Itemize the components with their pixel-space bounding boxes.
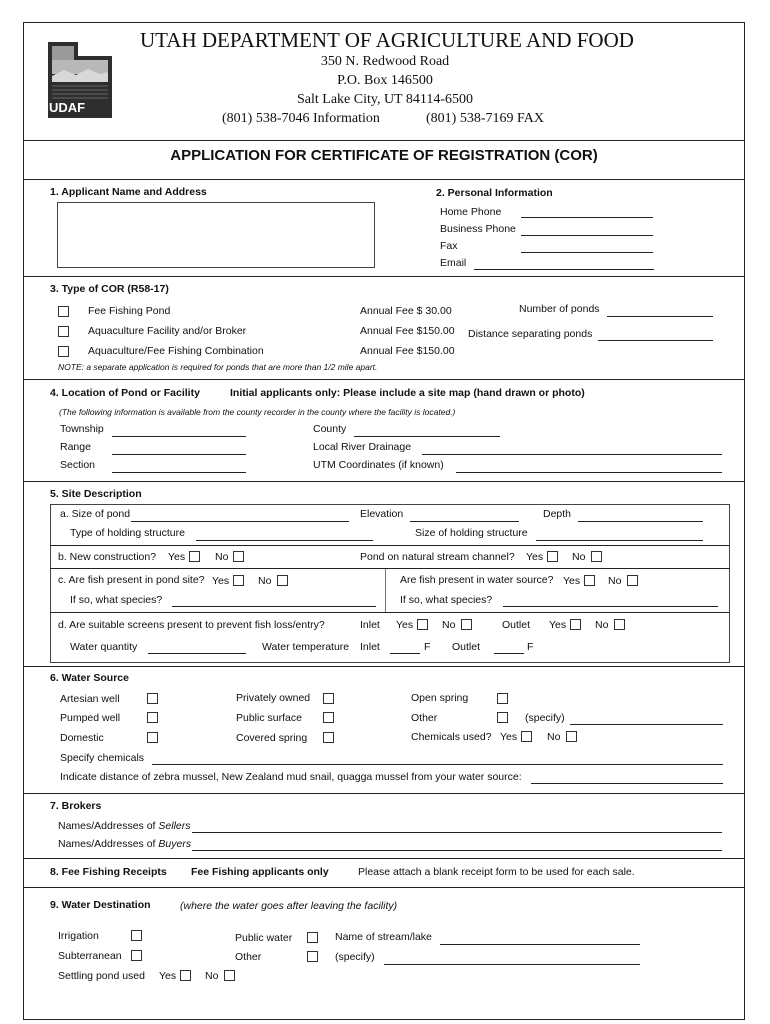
irrigation-checkbox[interactable]: [131, 930, 142, 941]
sellers-label: Names/Addresses of Sellers: [58, 820, 191, 832]
s7-title: 7. Brokers: [50, 800, 102, 812]
specify-chemicals-field[interactable]: [152, 764, 723, 765]
type-holding-label: Type of holding structure: [70, 527, 185, 539]
s4-title: 4. Location of Pond or Facility: [50, 387, 200, 399]
settling-yes-checkbox[interactable]: [180, 970, 191, 981]
species-2-label: If so, what species?: [400, 594, 493, 606]
fish-water-yes-label: Yes: [563, 575, 581, 587]
outlet-label: Outlet: [502, 619, 531, 631]
fish-water-no-checkbox[interactable]: [627, 575, 638, 586]
water-quantity-label: Water quantity: [70, 641, 138, 653]
fee1-label: Annual Fee $ 30.00: [360, 305, 452, 317]
stream-name-label: Name of stream/lake: [335, 931, 432, 943]
fee2-label: Annual Fee $150.00: [360, 325, 455, 337]
artesian-label: Artesian well: [60, 693, 120, 705]
buyers-field[interactable]: [192, 850, 722, 851]
public-water-label: Public water: [235, 932, 293, 944]
home-phone-field[interactable]: [521, 217, 653, 218]
outlet-no-label: No: [595, 619, 609, 631]
s4-title2: Initial applicants only: Please include a site map (hand drawn or photo): [230, 387, 585, 399]
s4-note: (The following information is available from the county recorder in the county where the facility is located.): [59, 407, 456, 417]
s3-note: NOTE: a separate application is required for ponds that are more than 1/2 mile apart.: [58, 362, 378, 372]
depth-label: Depth: [543, 508, 572, 520]
combination-label: Aquaculture/Fee Fishing Combination: [88, 345, 264, 357]
number-ponds-label: Number of ponds: [519, 303, 600, 315]
distance-ponds-label: Distance separating ponds: [468, 328, 593, 340]
inlet-temp-field[interactable]: [390, 653, 420, 654]
public-water-checkbox[interactable]: [307, 932, 318, 943]
specify-chemicals-label: Specify chemicals: [60, 752, 145, 764]
water-quantity-field[interactable]: [148, 653, 246, 654]
natural-channel-yes-checkbox[interactable]: [547, 551, 558, 562]
domestic-checkbox[interactable]: [147, 732, 158, 743]
outlet-yes-label: Yes: [549, 619, 567, 631]
settling-no-checkbox[interactable]: [224, 970, 235, 981]
sellers-field[interactable]: [192, 832, 722, 833]
address-line-3: Salt Lake City, UT 84114-6500: [296, 92, 474, 107]
outlet-temp-field[interactable]: [494, 653, 524, 654]
s9-subtitle: (where the water goes after leaving the facility): [180, 900, 398, 912]
range-field[interactable]: [112, 454, 246, 455]
fax-label: Fax: [440, 240, 458, 252]
utm-field[interactable]: [456, 472, 722, 473]
outlet-f-label: F: [527, 641, 534, 653]
settling-no-label: No: [205, 970, 219, 982]
county-field[interactable]: [354, 436, 500, 437]
combination-checkbox[interactable]: [58, 346, 69, 357]
new-construction-yes-label: Yes: [168, 551, 186, 563]
zebra-mussel-field[interactable]: [531, 783, 723, 784]
specify-label: (specify): [525, 712, 565, 724]
section-field[interactable]: [112, 472, 246, 473]
outlet-temp-label: Outlet: [452, 641, 481, 653]
outlet-yes-checkbox[interactable]: [570, 619, 581, 630]
pumped-label: Pumped well: [60, 712, 121, 724]
chemicals-yes-label: Yes: [500, 731, 518, 743]
other-dest-label: Other: [235, 951, 262, 963]
county-label: County: [313, 423, 347, 435]
logo-text: UDAF: [49, 100, 86, 115]
section-label: Section: [60, 459, 96, 471]
public-surface-label: Public surface: [236, 712, 302, 724]
public-surface-checkbox[interactable]: [323, 712, 334, 723]
new-construction-no-label: No: [215, 551, 229, 563]
chemicals-used-label: Chemicals used?: [411, 731, 492, 743]
inlet-no-checkbox[interactable]: [461, 619, 472, 630]
township-field[interactable]: [112, 436, 246, 437]
fee3-label: Annual Fee $150.00: [360, 345, 455, 357]
river-drainage-label: Local River Drainage: [313, 441, 412, 453]
fish-present-no-checkbox[interactable]: [277, 575, 288, 586]
specify-dest-field[interactable]: [384, 964, 640, 965]
s5-title: 5. Site Description: [50, 488, 142, 500]
email-label: Email: [440, 257, 467, 269]
settling-yes-label: Yes: [159, 970, 177, 982]
new-construction-yes-checkbox[interactable]: [189, 551, 200, 562]
inlet-yes-checkbox[interactable]: [417, 619, 428, 630]
natural-channel-no-checkbox[interactable]: [591, 551, 602, 562]
new-construction-no-checkbox[interactable]: [233, 551, 244, 562]
s1-title: 1. Applicant Name and Address: [50, 186, 207, 198]
applicant-name-address-box[interactable]: [57, 202, 375, 268]
pumped-checkbox[interactable]: [147, 712, 158, 723]
inlet-label: Inlet: [360, 619, 380, 631]
inlet-temp-label: Inlet: [360, 641, 380, 653]
type-holding-field[interactable]: [196, 540, 373, 541]
phone-fax: (801) 538-7169 FAX: [426, 111, 544, 126]
s8-title2: Fee Fishing applicants only: [191, 866, 329, 878]
natural-channel-no-label: No: [572, 551, 586, 563]
private-label: Privately owned: [236, 692, 311, 704]
s3-title: 3. Type of COR (R58-17): [50, 283, 169, 295]
outlet-no-checkbox[interactable]: [614, 619, 625, 630]
s8-note: Please attach a blank receipt form to be used for each sale.: [358, 866, 635, 878]
utm-label: UTM Coordinates (if known): [313, 459, 444, 471]
number-ponds-field[interactable]: [607, 316, 713, 317]
species-2-field[interactable]: [503, 606, 718, 607]
natural-channel-label: Pond on natural stream channel?: [360, 551, 515, 563]
elevation-field[interactable]: [410, 521, 519, 522]
range-label: Range: [60, 441, 91, 453]
open-spring-label: Open spring: [411, 692, 469, 704]
fax-field[interactable]: [521, 252, 653, 253]
size-holding-label: Size of holding structure: [415, 527, 528, 539]
address-line-2: P.O. Box 146500: [337, 73, 433, 88]
settling-label: Settling pond used: [58, 970, 145, 982]
specify-dest-label: (specify): [335, 951, 375, 963]
inlet-no-label: No: [442, 619, 456, 631]
river-drainage-field[interactable]: [422, 454, 722, 455]
inlet-yes-label: Yes: [396, 619, 414, 631]
aquaculture-checkbox[interactable]: [58, 326, 69, 337]
fee-fishing-pond-label: Fee Fishing Pond: [88, 305, 171, 317]
irrigation-label: Irrigation: [58, 930, 99, 942]
org-name: UTAH DEPARTMENT OF AGRICULTURE AND FOOD: [140, 28, 634, 52]
fish-present-yes-label: Yes: [212, 575, 230, 587]
fish-water-yes-checkbox[interactable]: [584, 575, 595, 586]
species-1-field[interactable]: [172, 606, 376, 607]
township-label: Township: [60, 423, 104, 435]
artesian-checkbox[interactable]: [147, 693, 158, 704]
specify-source-field[interactable]: [570, 724, 723, 725]
aquaculture-label: Aquaculture Facility and/or Broker: [88, 325, 247, 337]
private-checkbox[interactable]: [323, 693, 334, 704]
screens-label: d. Are suitable screens present to prevent fish loss/entry?: [58, 619, 325, 631]
business-phone-field[interactable]: [521, 235, 653, 236]
species-1-label: If so, what species?: [70, 594, 163, 606]
zebra-mussel-label: Indicate distance of zebra mussel, New Zealand mud snail, quagga mussel from your water source:: [60, 771, 522, 783]
size-holding-field[interactable]: [536, 540, 703, 541]
distance-ponds-field[interactable]: [598, 340, 713, 341]
business-phone-label: Business Phone: [440, 223, 516, 235]
fish-present-no-label: No: [258, 575, 272, 587]
chemicals-no-label: No: [547, 731, 561, 743]
other-dest-checkbox[interactable]: [307, 951, 318, 962]
inlet-f-label: F: [424, 641, 431, 653]
other-source-checkbox[interactable]: [497, 712, 508, 723]
s9-title: 9. Water Destination: [50, 899, 151, 911]
fish-water-source-label: Are fish present in water source?: [400, 574, 554, 586]
natural-channel-yes-label: Yes: [526, 551, 544, 563]
covered-label: Covered spring: [236, 732, 308, 744]
s8-title: 8. Fee Fishing Receipts: [50, 866, 167, 878]
open-spring-checkbox[interactable]: [497, 693, 508, 704]
fish-present-yes-checkbox[interactable]: [233, 575, 244, 586]
elevation-label: Elevation: [360, 508, 404, 520]
fish-present-label: c. Are fish present in pond site?: [58, 574, 205, 586]
chemicals-yes-checkbox[interactable]: [521, 731, 532, 742]
email-field[interactable]: [474, 269, 654, 270]
new-construction-label: b. New construction?: [58, 551, 157, 563]
subterranean-label: Subterranean: [58, 950, 122, 962]
fee-fishing-pond-checkbox[interactable]: [58, 306, 69, 317]
buyers-label: Names/Addresses of Buyers: [58, 838, 192, 850]
depth-field[interactable]: [578, 521, 703, 522]
stream-name-field[interactable]: [440, 944, 640, 945]
form-title: APPLICATION FOR CERTIFICATE OF REGISTRATION (COR): [170, 147, 598, 164]
covered-checkbox[interactable]: [323, 732, 334, 743]
phone-info: (801) 538-7046 Information: [222, 111, 380, 126]
chemicals-no-checkbox[interactable]: [566, 731, 577, 742]
address-line-1: 350 N. Redwood Road: [320, 54, 450, 69]
domestic-label: Domestic: [60, 732, 104, 744]
home-phone-label: Home Phone: [440, 206, 502, 218]
size-pond-field[interactable]: [131, 521, 349, 522]
s2-title: 2. Personal Information: [436, 187, 553, 199]
size-pond-label: a. Size of pond: [60, 508, 131, 520]
other-source-label: Other: [411, 712, 438, 724]
subterranean-checkbox[interactable]: [131, 950, 142, 961]
water-temp-label: Water temperature: [262, 641, 350, 653]
s6-title: 6. Water Source: [50, 672, 129, 684]
fish-water-no-label: No: [608, 575, 622, 587]
